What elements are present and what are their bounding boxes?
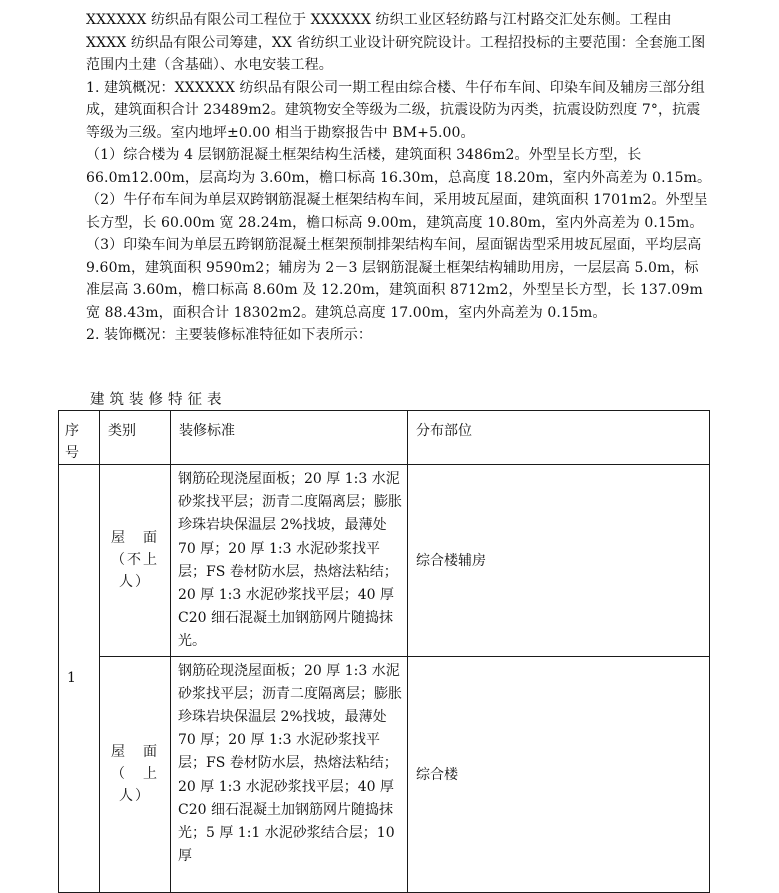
dyeing-workshop-paragraph: （3）印染车间为单层五跨钢筋混凝土框架预制排架结构车间，屋面锯齿型采用坡瓦屋面，平均层高 9.60m，建筑面积 9590m2；辅房为 2－3 层钢筋混凝土框架结构辅助用房，一层层高 5.0m，标准层高 3.60m，檐口标高 8.60m 及 12.20m，建筑面积 8712m2，外型呈长方型，长 137.09m 宽 88.43m，面积合计 18302m2。建筑总高度 17.00m，室内外高差为 0.15m。 xyxy=(86,237,703,321)
location-cell: 综合楼 xyxy=(408,656,710,892)
table-row xyxy=(59,465,710,657)
seq-cell: 1 xyxy=(59,465,100,893)
table-title: 建筑装修特征表 xyxy=(90,392,227,408)
header-seq: 序 号 xyxy=(59,411,100,465)
category-cell: 屋 面 （不上 人） xyxy=(100,465,171,657)
header-category: 类别 xyxy=(100,411,171,465)
header-standard: 装修标准 xyxy=(171,411,408,465)
category-cell: 屋 面 （ 上 人） xyxy=(100,656,171,892)
denim-workshop-paragraph: （2）牛仔布车间为单层双跨钢筋混凝土框架结构车间，采用坡瓦屋面，建筑面积 1701m2。外型呈长方型，长 60.00m 宽 28.24m，檐口标高 9.00m，建筑高度 10.80m，室内外高差为 0.15m。 xyxy=(86,192,708,231)
table-header-row xyxy=(59,411,710,465)
building-overview-paragraph: 1. 建筑概况：XXXXXX 纺织品有限公司一期工程由综合楼、牛仔布车间、印染车间及辅房三部分组成，建筑面积合计 23489m2。建筑物安全等级为二级，抗震设防为丙类，抗震设防烈度 7°，抗震等级为三级。室内地坪±0.00 相当于勘察报告中 BM+5.00。 xyxy=(86,79,705,141)
standard-cell: 钢筋砼现浇屋面板；20 厚 1:3 水泥砂浆找平层；沥青二度隔离层；膨胀珍珠岩块保温层 2%找坡，最薄处 70 厚；20 厚 1:3 水泥砂浆找平层；FS 卷材防水层，热熔法粘结；20 厚 1:3 水泥砂浆找平层；40 厚 C20 细石混凝土加钢筋网片随捣抹光；5 厚 1:1 水泥砂浆结合层；10 厚 xyxy=(171,656,408,892)
table-row xyxy=(59,656,710,892)
intro-text xyxy=(86,9,712,347)
header-location: 分布部位 xyxy=(408,411,710,465)
decoration-overview-paragraph: 2. 装饰概况：主要装修标准特征如下表所示： xyxy=(86,327,373,343)
office-building-paragraph: （1）综合楼为 4 层钢筋混凝土框架结构生活楼，建筑面积 3486m2。外型呈长方型，长 66.0m12.00m，层高均为 3.60m，檐口标高 16.30m，总高度 18.20m，室内外高差为 0.15m。 xyxy=(86,147,712,186)
location-cell: 综合楼辅房 xyxy=(408,465,710,657)
standard-cell: 钢筋砼现浇屋面板；20 厚 1:3 水泥砂浆找平层；沥青二度隔离层；膨胀珍珠岩块保温层 2%找坡，最薄处 70 厚；20 厚 1:3 水泥砂浆找平层；FS 卷材防水层，热熔法粘结；20 厚 1:3 水泥砂浆找平层；40 厚 C20 细石混凝土加钢筋网片随捣抹光。 xyxy=(171,465,408,657)
project-overview-paragraph: XXXXXX 纺织品有限公司工程位于 XXXXXX 纺织工业区轻纺路与江村路交汇处东侧。工程由 XXXX 纺织品有限公司筹建，XX 省纺织工业设计研究院设计。工程招投标的主要范围：全套施工图范围内土建（含基础）、水电安装工程。 xyxy=(86,12,706,73)
decoration-table xyxy=(58,410,710,893)
